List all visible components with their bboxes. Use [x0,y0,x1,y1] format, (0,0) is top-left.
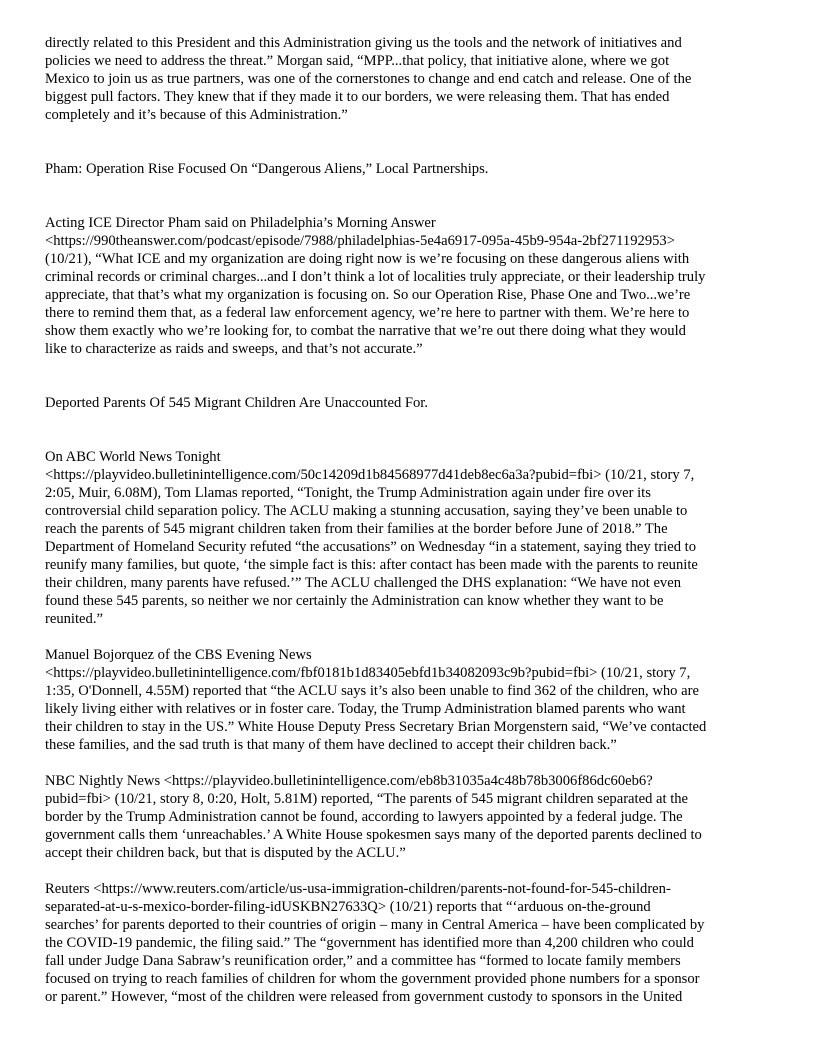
paragraph-reuters: Reuters <https://www.reuters.com/article/us-usa-immigration-children/parents-not-found-for-545-children- separated-at-u-s-mexico-border-filing-idUSKBN27633Q> (10/21) reports that “‘arduous on-the-ground searches’ for parents deported to their countries of origin – many in Central America – have been complicated by the COVID-19 pandemic, the filing said.” The “government has identified more than 4,200 children who could fall under Judge Dana Sabraw’s reunification order,” and a committee has “formed to locate family members focused on trying to reach families of children for whom the government provided phone numbers for a sponsor or parent.” However, “most of the children were released from government custody to sponsors in the United [45,881,705,1005]
paragraph-nbc-nightly-news: NBC Nightly News <https://playvideo.bulletinintelligence.com/eb8b31035a4c48b78b3006f86dc60eb6? pubid=fbi> (10/21, story 8, 0:20, Holt, 5.81M) reported, “The parents of 545 migrant children separated at the border by the Trump Administration cannot be found, according to lawyers appointed by a federal judge. The government calls them ‘unreachables.’ A White House spokesmen says many of the deported parents declined to accept their children back, but that is disputed by the ACLU.” [45,773,702,861]
document-page [45,34,775,1006]
paragraph-abc-world-news: On ABC World News Tonight <https://playvideo.bulletinintelligence.com/50c14209d1b84568977d41deb8ec6a3a?pubid=fbi> (10/21, story 7, 2:05, Muir, 6.08M), Tom Llamas reported, “Tonight, the Trump Administration again under fire over its controversial child separation policy. The ACLU making a stunning accusation, saying they’ve been unable to reach the parents of 545 migrant children taken from their families at the border before June of 2018.” The Department of Homeland Security refuted “the accusations” on Wednesday “in a statement, saying they tried to reunify many families, but quote, ‘the simple fact is this: after contact has been made with the parents to reunite their children, many parents have refused.’” The ACLU challenged the DHS explanation: “We have not even found these 545 parents, so neither we nor certainly the Administration can know whether they want to be reunited.” [45,449,698,627]
paragraph-morgan-quote: directly related to this President and this Administration giving us the tools and the network of initiatives and policies we need to address the threat.” Morgan said, “MPP...that policy, that initiative alone, where we got Mexico to join us as true partners, was one of the cornerstones to change and end catch and release. One of the biggest pull factors. They knew that if they made it to our borders, we were releasing them. That has ended completely and it’s because of this Administration.” [45,35,692,123]
paragraph-pham-quote: Acting ICE Director Pham said on Philadelphia’s Morning Answer <https://990theanswer.com/podcast/episode/7988/philadelphias-5e4a6917-095a-45b9-954a-2bf271192953> (10/21), “What ICE and my organization are doing right now is we’re focusing on these dangerous aliens with criminal records or criminal charges...and I don’t think a lot of localities truly appreciate, or their leadership truly appreciate, that that’s what my organization is focusing on. So our Operation Rise, Phase One and Two...we’re there to remind them that, as a federal law enforcement agency, we’re here to partner with them. We’re here to show them exactly who we’re looking for, to combat the narrative that we’re out there doing what they would like to characterize as raids and sweeps, and that’s not accurate.” [45,215,706,357]
section-heading-deported-parents: Deported Parents Of 545 Migrant Children Are Unaccounted For. [45,395,428,411]
section-heading-pham: Pham: Operation Rise Focused On “Dangerous Aliens,” Local Partnerships. [45,161,489,177]
paragraph-cbs-evening-news: Manuel Bojorquez of the CBS Evening News <https://playvideo.bulletinintelligence.com/fbf0181b1d83405ebfd1b34082093c9b?pubid=fbi> (10/21, story 7, 1:35, O'Donnell, 4.55M) reported that “the ACLU says it’s also been unable to find 362 of the children, who are likely living either with relatives or in foster care. Today, the Trump Administration blamed parents who want their children to stay in the US.” White House Deputy Press Secretary Brian Morgenstern said, “We’ve contacted these families, and the sad truth is that many of them have declined to accept their children back.” [45,647,707,753]
